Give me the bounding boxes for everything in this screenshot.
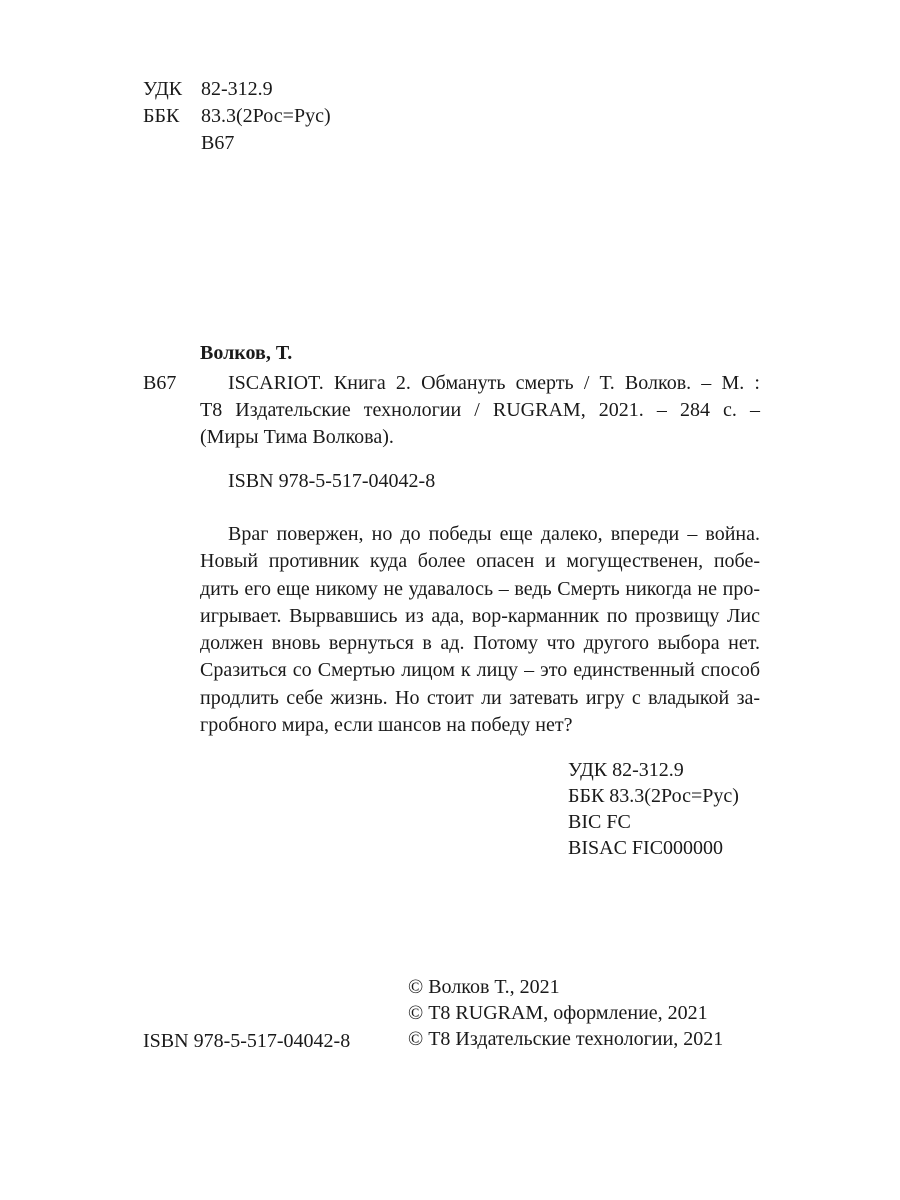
annotation-line: Враг повержен, но до победы еще далеко, впереди – война.	[228, 523, 760, 545]
author-mark-line	[143, 130, 234, 156]
entry-line: (Миры Тима Волкова).	[200, 426, 394, 448]
entry-line: Т8 Издательские технологии / RUGRAM, 2021. – 284 с. –	[200, 399, 760, 421]
annotation	[200, 521, 760, 739]
annotation-line: дить его еще никому не удавалось – ведь Смерть никогда не про-	[200, 577, 760, 600]
entry-isbn: ISBN 978-5-517-04042-8	[228, 470, 436, 492]
class-code-udk: УДК 82-312.9	[568, 759, 684, 781]
author-mark: В67	[201, 132, 235, 154]
udk-value: 82-312.9	[201, 78, 273, 100]
entry-author: Волков, Т.	[200, 342, 293, 364]
annotation-line: игрывает. Вырвавшись из ада, вор-карманник по прозвищу Лис	[200, 604, 760, 627]
class-code-bbk: ББК 83.3(2Рос=Рус)	[568, 785, 739, 807]
copyright-notices	[408, 974, 723, 1052]
udk-line	[143, 76, 273, 102]
copyright-design: © Т8 RUGRAM, оформление, 2021	[408, 1002, 708, 1024]
udk-label: УДК	[143, 78, 183, 100]
annotation-line: продлить себе жизнь. Но стоит ли затевать игру с владыкой за-	[200, 686, 760, 709]
class-code-bisac: BISAC FIC000000	[568, 837, 724, 859]
copyright-publisher: © Т8 Издательские технологии, 2021	[408, 1028, 724, 1050]
entry-code: В67	[143, 372, 177, 394]
bibliographic-entry	[200, 370, 760, 451]
bbk-value: 83.3(2Рос=Рус)	[201, 105, 331, 127]
bbk-label: ББК	[143, 105, 180, 127]
copyright-author: © Волков Т., 2021	[408, 976, 560, 998]
bottom-isbn: ISBN 978-5-517-04042-8	[143, 1030, 351, 1052]
classification-codes	[568, 757, 739, 861]
class-code-bic: BIC FC	[568, 811, 631, 833]
annotation-line: Новый противник куда более опасен и могущественен, побе-	[200, 550, 760, 573]
annotation-line: должен вновь вернуться в ад. Потому что другого выбора нет.	[200, 632, 760, 655]
entry-line: ISCARIOT. Книга 2. Обмануть смерть / Т. Волков. – М. :	[228, 372, 760, 394]
annotation-line: Сразиться со Смертью лицом к лицу – это единственный способ	[200, 659, 760, 682]
annotation-line: гробного мира, если шансов на победу нет?	[200, 714, 573, 737]
bbk-line	[143, 103, 331, 129]
